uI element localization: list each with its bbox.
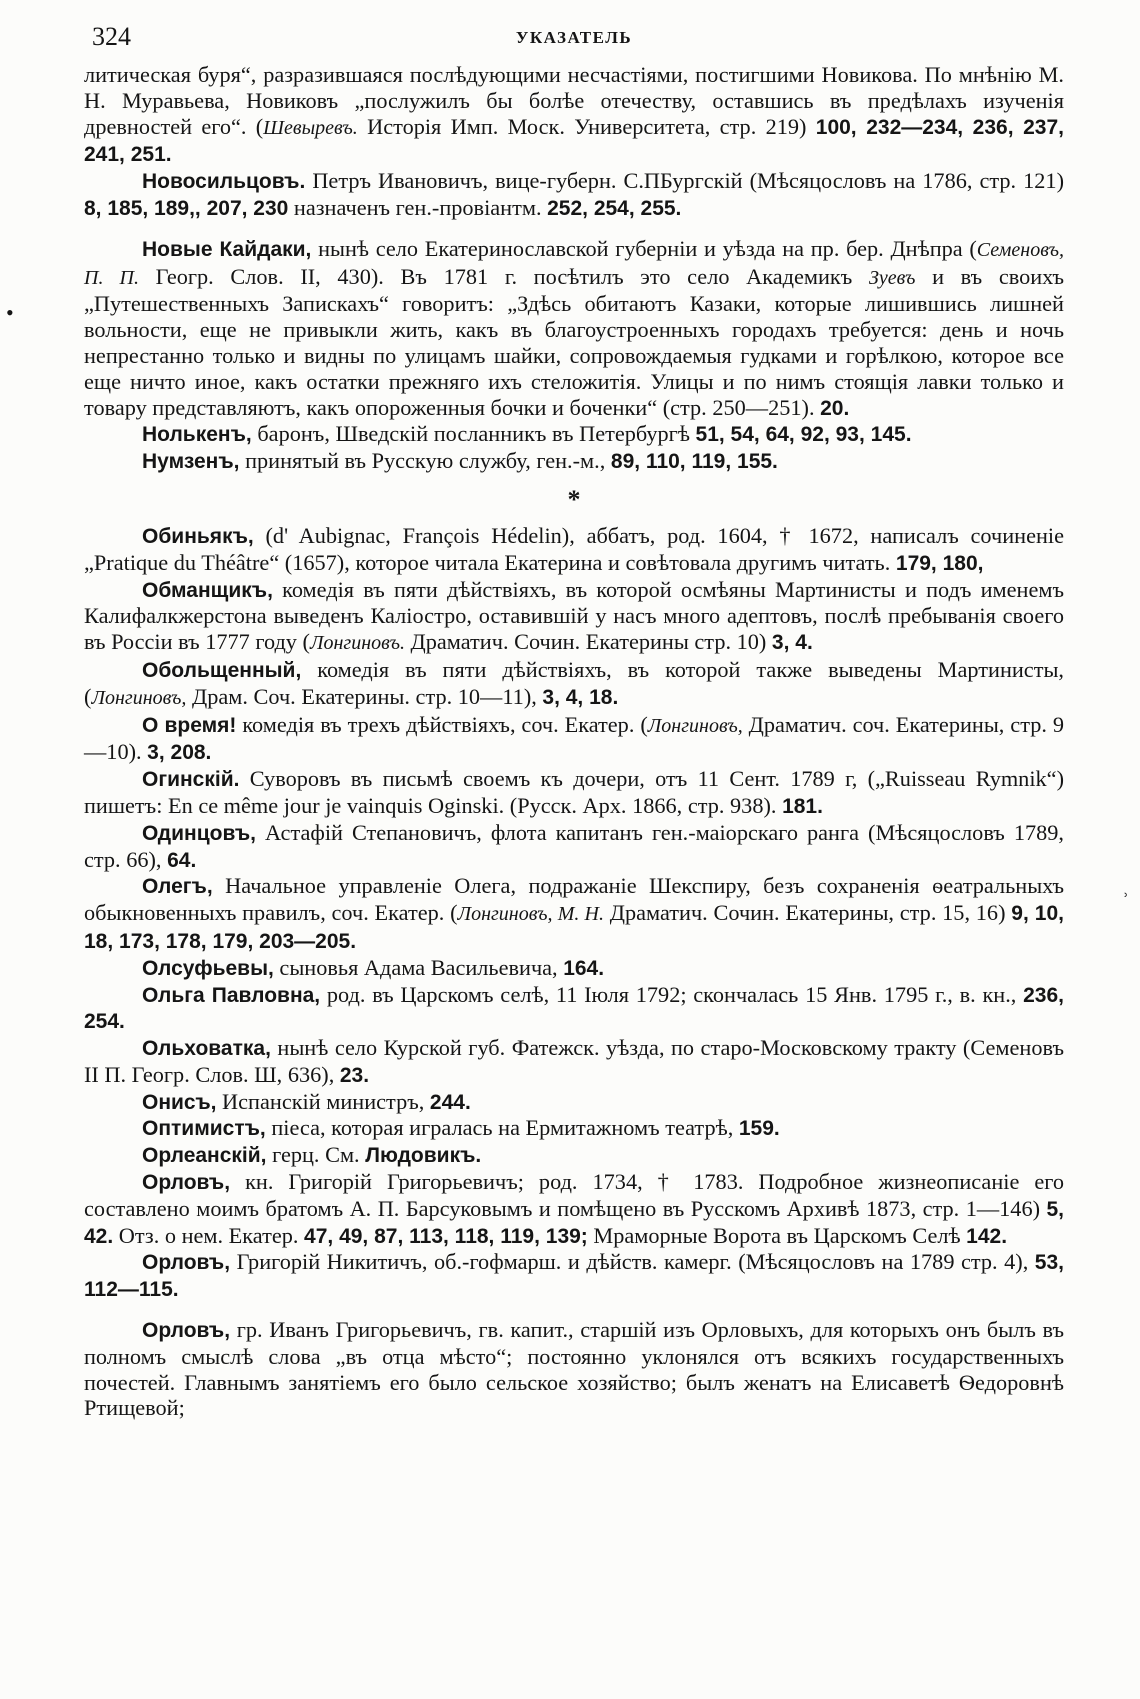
entry-headword: Новые Кайдаки, — [142, 237, 312, 261]
page-references: 252, 254, 255. — [547, 196, 682, 220]
entry-text: нынѣ село Екатеринославской губерніи и уѣзда на пр. бер. Днѣпра ( — [311, 235, 977, 261]
index-entry — [84, 657, 1064, 712]
entry-citation-author: Шевыревъ. — [263, 116, 358, 139]
page-references: 3, 4, 18. — [542, 685, 619, 709]
entry-text: Григорій Никитичъ, об.-гофмарш. и дѣйств. камерг. (Мѣсяцословъ на 1789 стр. 4), — [230, 1249, 1035, 1275]
entry-text: гр. Иванъ Григорьевичъ, гв. капит., старшій изъ Орловыхъ, для которыхъ онъ былъ въ полномъ смыслѣ слова „въ отца мѣсто“; постоянно уклонялся отъ всякихъ государственныхъ почестей. Главнымъ занятіемъ его было сельское хозяйство; былъ женатъ на Елисаветѣ Ѳедоровнѣ Ртищевой; — [84, 1317, 1064, 1421]
entry-text: Начальное управленіе Олега, подражаніе Шекспиру, безъ сохраненія ѳеатральныхъ обыкновенныхъ правилъ, соч. Екатер. ( — [84, 873, 1064, 926]
entry-headword: Огинскій. — [142, 768, 240, 792]
entry-text: Драматич. Сочин. Екатерины стр. 10) — [404, 629, 772, 655]
entry-text: назначенъ ген.-провіантм. — [288, 194, 548, 220]
entry-text: Исторія Имп. Моск. Университета, стр. 219) — [357, 113, 816, 139]
index-entry — [84, 1317, 1064, 1421]
entry-headword: Онисъ, — [142, 1090, 217, 1114]
entry-text: нынѣ село Курской губ. Фатежск. уѣзда, по старо-Московскому тракту (Семеновъ II П. Геогр. Слов. Ш, 636), — [84, 1035, 1064, 1087]
entry-headword: Ольга Павловна, — [142, 983, 321, 1007]
page-references: 53, 112—115. — [84, 1251, 1064, 1302]
index-entry — [84, 766, 1064, 820]
entry-text: герц. См. — [266, 1142, 366, 1168]
entry-headword: Орлеанскій, — [142, 1144, 267, 1168]
page-references: 47, 49, 87, 113, 118, 119, 139; — [304, 1224, 588, 1248]
entry-text: комедія въ пяти дѣйствіяхъ, въ которой осмѣяны Мартинисты и подъ именемъ Калифалкжерстона выведенъ Каліостро, оставившій у насъ много адептовъ, послѣ пребыванія своего въ Россіи въ 1777 году ( — [84, 576, 1064, 655]
page-references: 159. — [738, 1117, 780, 1141]
entry-headword: Обиньякъ, — [142, 524, 254, 548]
page-references: 5, 42. — [84, 1197, 1064, 1248]
index-entry — [84, 955, 1064, 982]
entry-text: литическая буря“, разразившаяся послѣдующими несчастіями, постигшими Новикова. По мнѣнію М. Н. Муравьева, Новиковъ „послужилъ бы болѣе отечеству, оставшись въ предѣлахъ изученія древностей его“. ( — [84, 62, 1064, 139]
entry-citation-author: Лонгиновъ, — [647, 714, 743, 737]
page-references: 89, 110, 119, 155. — [610, 450, 778, 474]
entry-headword: Оптимистъ, — [142, 1117, 266, 1141]
entry-text: принятый въ Русскую службу, ген.-м., — [239, 448, 611, 474]
page-references: 142. — [966, 1224, 1008, 1248]
page-references: 181. — [782, 794, 823, 818]
entry-text: комедія въ пяти дѣйствіяхъ, въ которой также выведены Мартинисты, ( — [84, 656, 1064, 709]
index-entry — [84, 577, 1064, 657]
index-entry — [84, 448, 1064, 475]
section-separator-star: * — [567, 484, 581, 514]
entry-text: сыновья Адама Васильевича, — [273, 954, 564, 980]
entry-citation-author: Лонгиновъ. — [309, 632, 405, 655]
entry-gap — [84, 222, 1064, 236]
entry-text: Геогр. Слов. II, 430). Въ 1781 г. посѣтилъ это село Академикъ — [138, 263, 869, 289]
entry-text: Испанскій министръ, — [216, 1088, 430, 1114]
entry-headword: Нолькенъ, — [142, 423, 252, 447]
entry-text: Драматич. Сочин. Екатерины, стр. 15, 16) — [604, 900, 1012, 926]
entry-headword: Олегъ, — [142, 875, 213, 899]
entry-text: Суворовъ въ письмѣ своемъ къ дочери, отъ 11 Сент. 1789 г, („Ruisseau Rymnik“) пишетъ: En ce même jour je vainquis Oginski. (Русск. Арх. 1866, стр. 938). — [84, 766, 1064, 818]
page-references: 20. — [820, 396, 850, 420]
entry-text: кн. Григорій Григорьевичъ; род. 1734, † 1783. Подробное жизнеописаніе его составлено моимъ братомъ А. П. Барсуковымъ и помѣщено въ Русскомъ Архивѣ 1873, стр. 1—146) — [84, 1169, 1064, 1221]
page-references: 64. — [167, 848, 197, 872]
margin-mark-left: • — [6, 300, 14, 325]
entry-gap — [84, 1303, 1064, 1317]
entry-headword: Олсуфьевы, — [142, 956, 274, 980]
margin-mark-right: ˒ — [1122, 878, 1130, 903]
index-body — [84, 62, 1064, 1421]
entry-text: комедія въ трехъ дѣйствіяхъ, соч. Екатер. ( — [236, 711, 648, 737]
index-entry — [84, 982, 1064, 1036]
entry-text: баронъ, Шведскій посланникъ въ Петербургѣ — [251, 421, 696, 447]
page-references: 23. — [339, 1063, 370, 1087]
entry-citation-author: Лонгиновъ, М. Н. — [457, 903, 604, 926]
entry-text: Мраморные Ворота въ Царскомъ Селѣ — [587, 1222, 967, 1248]
entry-headword: Орловъ, — [142, 1319, 231, 1343]
index-entry — [84, 523, 1064, 577]
index-entry — [84, 1142, 1064, 1169]
page-references: 236, 254. — [84, 983, 1064, 1034]
page-references: 9, 10, 18, 173, 178, 179, 203—205. — [84, 902, 1064, 953]
index-entry — [84, 1115, 1064, 1142]
entry-headword: Ольховатка, — [142, 1037, 271, 1061]
entry-citation-author: Семеновъ, П. П. — [84, 238, 1064, 289]
page-number: 324 — [92, 22, 131, 51]
index-entry — [84, 820, 1064, 874]
index-entry — [84, 62, 1064, 168]
entry-headword: Обманщикъ, — [142, 578, 273, 602]
index-entry — [84, 168, 1064, 222]
entry-text: Драм. Соч. Екатерины. стр. 10—11), — [186, 683, 543, 709]
entry-headword: О время! — [142, 713, 237, 737]
index-entry — [84, 1249, 1064, 1303]
page-references: 8, 185, 189,, 207, 230 — [84, 196, 289, 220]
entry-headword: Одинцовъ, — [142, 821, 257, 845]
entry-text: Астафій Степановичъ, флота капитанъ ген.-маіорскаго ранга (Мѣсяцословъ 1789, стр. 66), — [84, 819, 1064, 872]
entry-headword: Орловъ, — [142, 1171, 231, 1195]
running-head: УКАЗАТЕЛЬ — [515, 28, 633, 47]
entry-headword: Нумзенъ, — [142, 450, 240, 474]
page-references: 179, 180, — [895, 551, 984, 575]
index-entry — [84, 873, 1064, 954]
index-entry — [84, 712, 1064, 767]
page-header — [84, 22, 1064, 62]
index-entry — [84, 1089, 1064, 1116]
entry-text: піеса, которая игралась на Ермитажномъ театрѣ, — [265, 1115, 739, 1141]
page-references: 3, 4. — [771, 631, 813, 655]
page-references: 244. — [429, 1090, 471, 1114]
index-entry — [84, 1169, 1064, 1249]
entry-headword: Людовикъ. — [365, 1144, 482, 1168]
entry-text: род. въ Царскомъ селѣ, 11 Іюля 1792; скончалась 15 Янв. 1795 г., в. кн., — [320, 981, 1024, 1007]
entry-headword: Обольщенный, — [142, 658, 302, 682]
entry-text: Петръ Ивановичъ, вице-губерн. С.ПБургскій (Мѣсяцословъ на 1786, стр. 121) — [305, 168, 1064, 194]
index-entry — [84, 1035, 1064, 1089]
index-entry — [84, 236, 1064, 422]
entry-citation-author: Зуевъ — [868, 266, 916, 289]
entry-headword: Новосильцовъ. — [142, 170, 306, 194]
page-references: 164. — [563, 956, 605, 980]
page-references: 51, 54, 64, 92, 93, 145. — [695, 423, 912, 447]
page-references: 100, 232—234, 236, 237, 241, 251. — [84, 115, 1064, 167]
entry-text: и въ своихъ „Путешественныхъ Запискахъ“ говоритъ: „Здѣсь обитаютъ Казаки, которые лишившись лишней вольности, еще не привыкли жить, какъ въ благоустроенныхъ городахъ требуется: день и ночь непрестанно только и видны по улицамъ шайки, сопровождаемыя гудками и горѣлкою, которое все еще ничто иное, какъ остатки прежняго ихъ стеложитія. Улицы и по нимъ стоящія лавки только и товару представляютъ, какъ опороженныя бочки и боченки“ (стр. 250—251). — [84, 263, 1064, 420]
entry-text: Отз. о нем. Екатер. — [113, 1222, 305, 1248]
page-references: 3, 208. — [147, 741, 212, 765]
entry-headword: Орловъ, — [142, 1251, 231, 1275]
entry-text: (d' Aubignac, François Hédelin), аббатъ, род. 1604, † 1672, написалъ сочиненіе „Pratique du Théâtre“ (1657), которое читала Екатерина и совѣтовала другимъ читать. — [84, 522, 1064, 575]
entry-text: Драматич. соч. Екатерины, стр. 9—10). — [84, 711, 1064, 765]
entry-citation-author: Лонгиновъ, — [91, 686, 187, 709]
index-entry — [84, 421, 1064, 448]
